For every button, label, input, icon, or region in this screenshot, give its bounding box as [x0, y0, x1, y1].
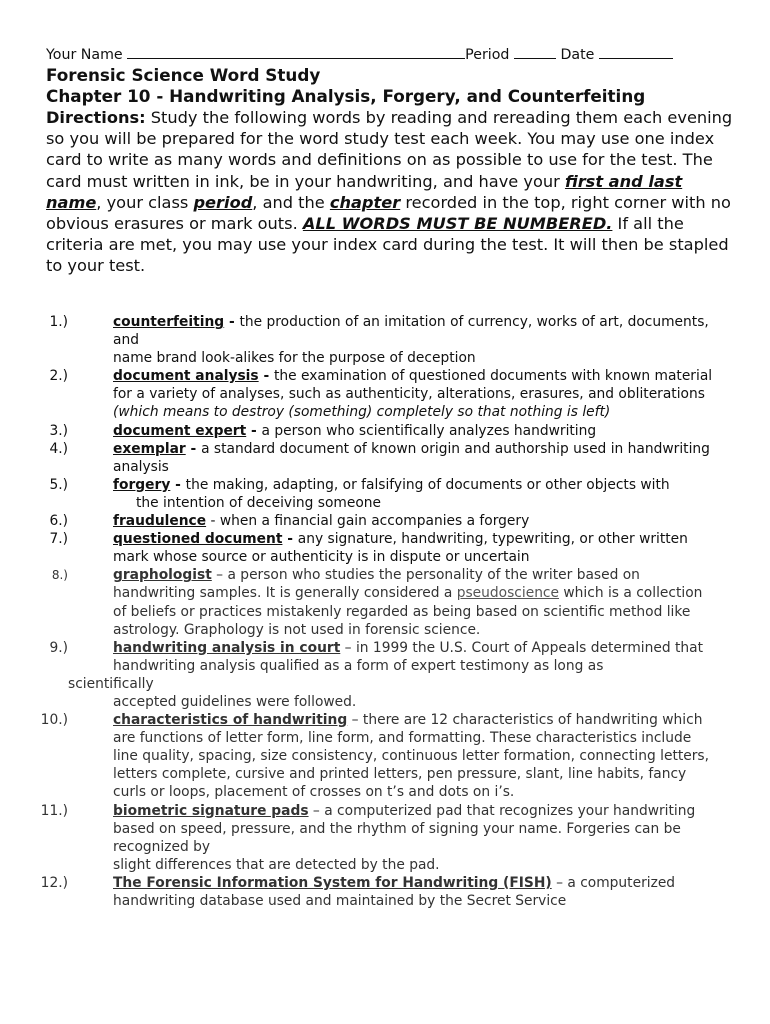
item-term: biometric signature pads — [113, 802, 309, 819]
directions-label: Directions: — [46, 108, 146, 127]
item-sep: - — [170, 476, 186, 493]
item-sep: - — [258, 368, 274, 385]
period-requirement: period — [193, 192, 253, 212]
name-blank[interactable] — [127, 45, 465, 59]
item-sep: – — [347, 712, 363, 729]
directions-text: If all the criteria are met, you may use your index card during the test. It will then be stapled to your test. — [46, 214, 729, 276]
list-item — [0, 367, 713, 421]
item-number: 5.) — [49, 476, 68, 493]
item-term: forgery — [113, 476, 171, 493]
directions-text: , your class — [96, 192, 194, 212]
item-definition: a computerized pad that recognizes your handwriting based on speed, pressure, and the rhythm of signing your name. Forgeries can be recognized by — [113, 802, 696, 855]
item-sep: - — [282, 531, 298, 548]
item-number: 9.) — [49, 639, 68, 656]
item-definition: the intention of deceiving someone — [136, 494, 382, 511]
item-number: 8.) — [51, 568, 68, 583]
item-term: counterfeiting — [113, 314, 225, 330]
item-term: exemplar — [113, 440, 186, 457]
item-number: 12.) — [40, 874, 68, 891]
item-definition-note: (which means to destroy (something) completely so that nothing is left) — [113, 404, 611, 421]
list-item — [0, 476, 713, 512]
item-sep: - — [246, 422, 262, 439]
item-number: 7.) — [49, 531, 68, 548]
item-sep: - — [185, 440, 202, 457]
item-definition: the making, adapting, or falsifying of documents or other objects with — [185, 476, 670, 493]
item-sep: – — [211, 567, 228, 584]
item-number: 2.) — [49, 368, 68, 385]
item-sep: – — [551, 874, 568, 891]
item-number: 3.) — [49, 422, 68, 439]
item-definition: the production of an imitation of currency, works of art, documents, and — [113, 314, 709, 349]
item-definition: slight differences that are detected by the pad. — [113, 856, 440, 873]
item-definition: a standard document of known origin and authorship used in handwriting analysis — [113, 440, 710, 475]
item-sep: – — [308, 802, 325, 819]
directions-text: Study the following words by reading and rereading them each evening so you will be prepared for the word study test each week. You may use one index card to write as many words and definitions on as possible to use for the test. The card must written in ink, be in your handwriting, and have your — [46, 108, 733, 191]
item-term: questioned document — [113, 531, 283, 548]
list-item — [0, 639, 713, 711]
item-definition: scientifically — [68, 675, 154, 692]
item-sep: – — [340, 639, 356, 656]
directions-text: recorded in the top, right corner with no obvious erasures or mark outs. — [46, 192, 731, 234]
header-line — [46, 45, 746, 65]
item-term: document expert — [113, 422, 247, 439]
directions-paragraph — [46, 107, 736, 277]
item-number: 6.) — [49, 513, 68, 530]
item-number: 10.) — [40, 712, 68, 729]
item-term: characteristics of handwriting — [113, 712, 348, 729]
item-definition: which is a collection of beliefs or practices mistakenly regarded as being based on scientific method like astrology. Graphology is not used in forensic science. — [113, 585, 703, 638]
list-item — [0, 874, 713, 910]
date-label: Date — [560, 47, 595, 63]
item-term: fraudulence — [113, 513, 207, 530]
item-definition: any signature, handwriting, typewriting, or other written mark whose source or authenticity is in dispute or uncertain — [113, 531, 688, 566]
item-term: handwriting analysis in court — [113, 639, 341, 656]
item-definition: when a financial gain accompanies a forgery — [219, 513, 530, 530]
list-item — [0, 512, 713, 530]
item-definition: accepted guidelines were followed. — [113, 693, 357, 710]
list-item — [0, 422, 713, 440]
list-item — [0, 711, 713, 801]
item-term: The Forensic Information System for Handwriting (FISH) — [113, 874, 552, 891]
list-item — [0, 530, 713, 566]
numbering-requirement: ALL WORDS MUST BE NUMBERED. — [302, 214, 613, 234]
item-term: document analysis — [113, 368, 259, 385]
list-item — [0, 440, 713, 476]
period-label: Period — [465, 47, 510, 63]
list-item — [0, 802, 713, 874]
item-definition: a computerized handwriting database used and maintained by the Secret Service — [113, 874, 676, 909]
name-requirement: first and last name — [46, 171, 683, 212]
item-number: 4.) — [49, 440, 68, 457]
period-blank[interactable] — [514, 45, 556, 59]
chapter-title: Chapter 10 - Handwriting Analysis, Forgery, and Counterfeiting — [46, 86, 646, 106]
item-definition: name brand look-alikes for the purpose of deception — [113, 350, 476, 367]
directions-text: , and the — [252, 192, 330, 212]
item-number: 11.) — [40, 802, 68, 819]
date-blank[interactable] — [599, 45, 673, 59]
pseudoscience-link[interactable]: pseudoscience — [456, 585, 560, 602]
word-list — [0, 313, 770, 910]
name-label: Your Name — [46, 47, 123, 63]
item-definition: a person who studies the personality of the writer based on handwriting samples. It is generally considered a — [113, 567, 640, 602]
item-number: 1.) — [49, 314, 68, 330]
item-sep: - — [206, 513, 220, 530]
item-sep: - — [224, 314, 240, 330]
item-definition: in 1999 the U.S. Court of Appeals determined that handwriting analysis qualified as a form of expert testimony as long as — [113, 639, 703, 674]
list-item — [0, 313, 713, 367]
chapter-requirement: chapter — [329, 192, 401, 212]
item-definition: the examination of questioned documents with known material for a variety of analyses, such as authenticity, alterations, erasures, and obliterations — [113, 368, 713, 403]
item-term: graphologist — [113, 567, 212, 584]
page-title: Forensic Science Word Study — [46, 65, 321, 85]
item-definition: a person who scientifically analyzes handwriting — [261, 422, 597, 439]
list-item — [0, 566, 713, 638]
item-definition: there are 12 characteristics of handwriting which are functions of letter form, line form, and formatting. These characteristics include line quality, spacing, size consistency, continuous letter formation, connecting letters, letters complete, cursive and printed letters, pen pressure, slant, line habits, fancy curls or loops, placement of crosses on t’s and dots on i’s. — [113, 712, 709, 801]
